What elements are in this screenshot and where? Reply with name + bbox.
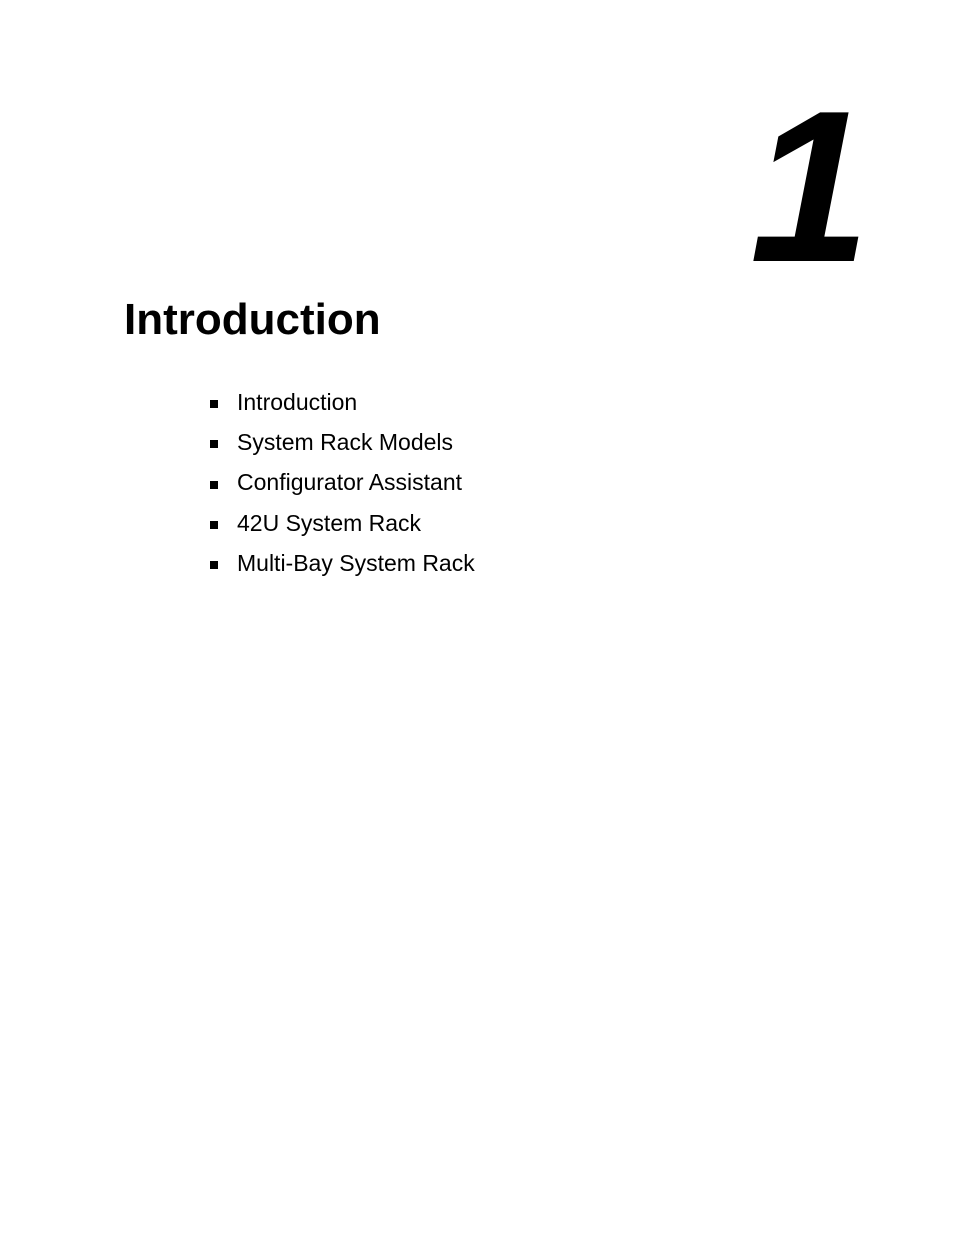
chapter-topic-list xyxy=(210,382,475,583)
chapter-number: 1 xyxy=(749,65,866,307)
square-bullet-icon xyxy=(210,481,218,489)
topic-label: Introduction xyxy=(237,388,358,415)
topic-list-item xyxy=(210,382,475,422)
square-bullet-icon xyxy=(210,521,218,529)
topic-list-item xyxy=(210,463,475,503)
topic-label: 42U System Rack xyxy=(237,509,422,536)
square-bullet-icon xyxy=(210,400,218,408)
topic-list-item xyxy=(210,503,475,543)
topic-label: System Rack Models xyxy=(237,428,454,455)
topic-label: Configurator Assistant xyxy=(237,469,463,496)
topic-list-item xyxy=(210,543,475,583)
topic-label: Multi-Bay System Rack xyxy=(237,549,475,576)
square-bullet-icon xyxy=(210,440,218,448)
topic-list-item xyxy=(210,422,475,462)
square-bullet-icon xyxy=(210,561,218,569)
chapter-title: Introduction xyxy=(124,295,381,344)
